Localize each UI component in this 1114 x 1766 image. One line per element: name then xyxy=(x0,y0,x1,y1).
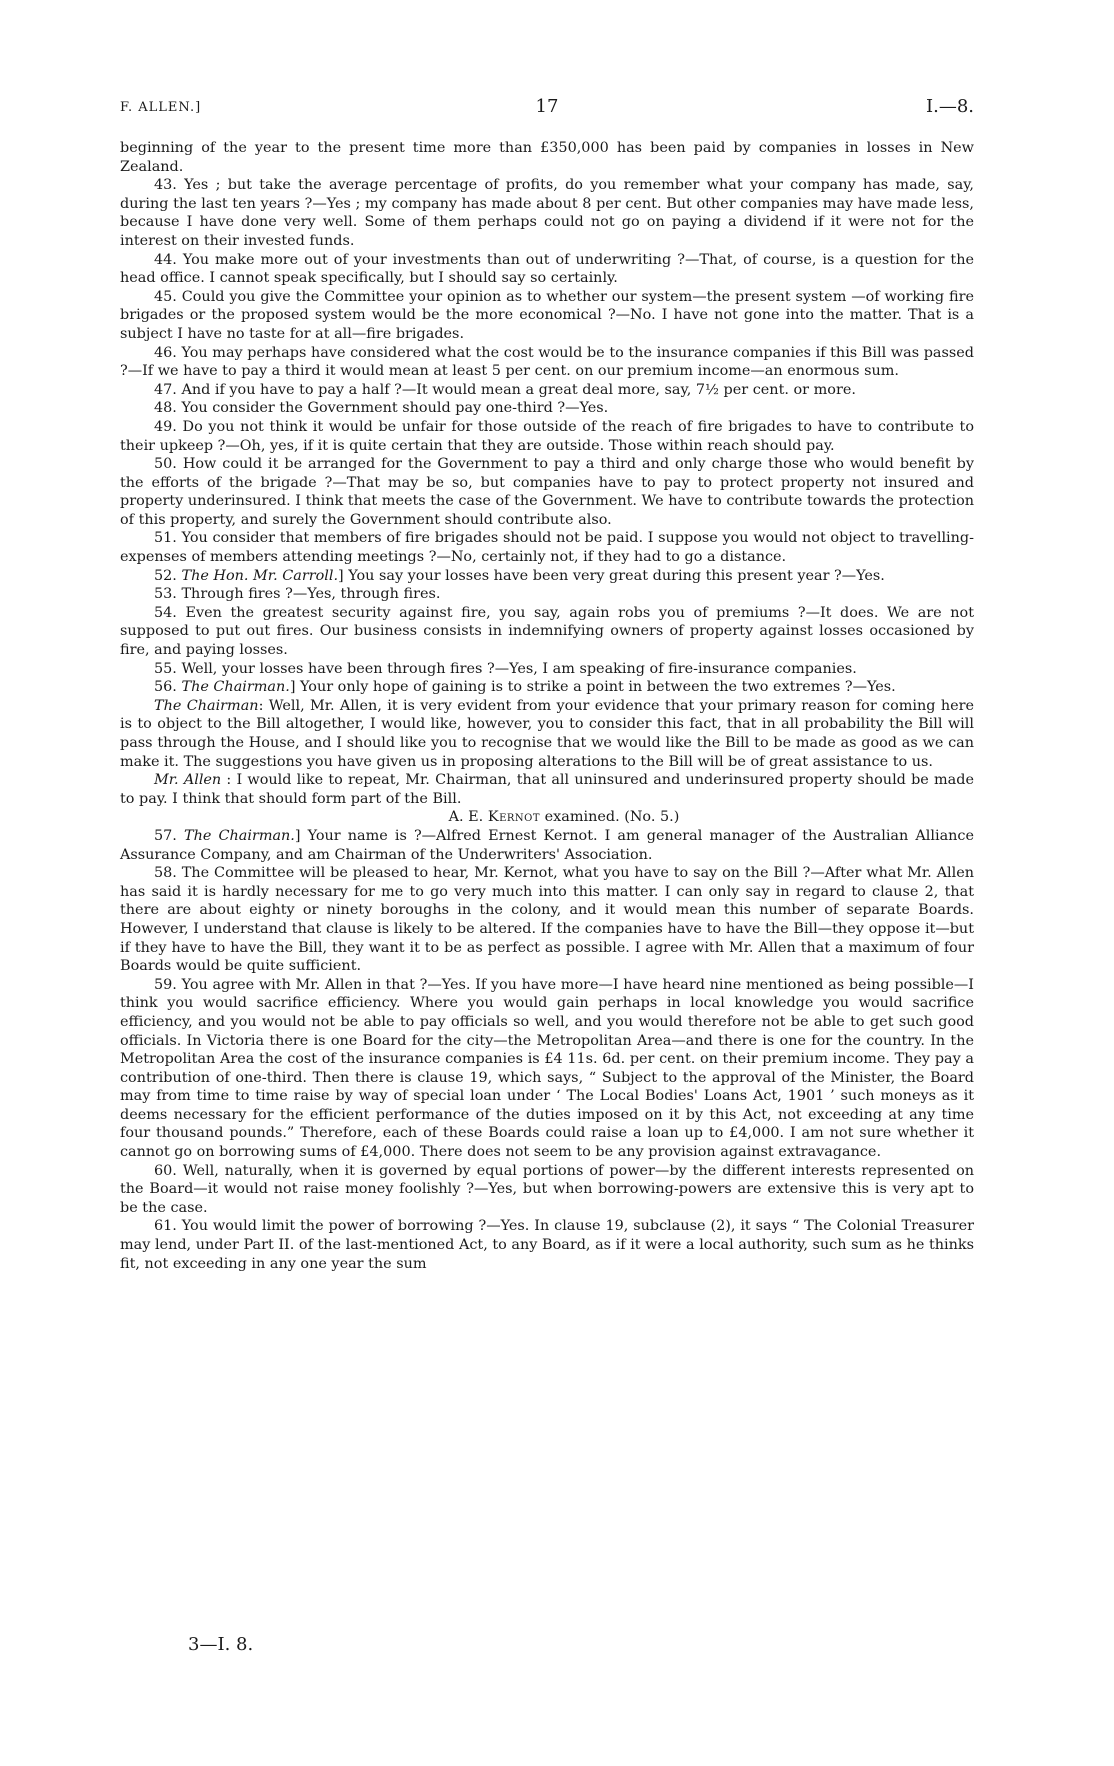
paragraph-continuation: beginning of the year to the present time more than £350,000 has been paid by companies in losses in New Zealand. xyxy=(120,140,974,175)
question-54: 54. Even the greatest security against fire, you say, again robs you of premiums ?—It does. We are not supposed to put out fires. Our business consists in indemnifying owners of property against losses occasioned by fire, and paying losses. xyxy=(120,604,974,659)
question-60: 60. Well, naturally, when it is governed by equal portions of power—by the different interests represented on the Board—it would not raise money foolishly ?—Yes, but when borrowing-powers are extensive this is very apt to be the case. xyxy=(120,1162,974,1216)
question-number: 52. xyxy=(154,567,177,584)
question-47: 47. And if you have to pay a half ?—It would mean a great deal more, say, 7½ per cent. or more. xyxy=(154,381,856,398)
question-56 xyxy=(120,678,974,697)
document-body xyxy=(120,139,974,1273)
question-text: ] Your only hope of gaining is to strike a point in between the two extremes ?—Yes. xyxy=(289,679,896,696)
speaker-name: Mr. Allen xyxy=(154,772,222,789)
question-48: 48. You consider the Government should pay one-third ?—Yes. xyxy=(154,400,609,417)
question-61: 61. You would limit the power of borrowing ?—Yes. In clause 19, subclause (2), it says “ The Colonial Treasurer may lend, under Part II. of the last-mentioned Act, to any Board, as if it were a local authority, such sum as he thinks fit, not exceeding in any one year the sum xyxy=(120,1218,974,1272)
question-46: 46. You may perhaps have considered what the cost would be to the insurance companies if this Bill was passed ?—If we have to pay a third it would mean at least 5 per cent. on our premium income—an enormous sum. xyxy=(120,344,974,380)
question-text: ] Your name is ?—Alfred Ernest Kernot. I am general manager of the Australian Alliance Assurance Company, and am Chairman of the Underwriters' Association. xyxy=(120,827,974,863)
chairman-statement xyxy=(120,697,974,771)
question-58: 58. The Committee will be pleased to hear, Mr. Kernot, what you have to say on the Bill ?—After what Mr. Allen has said it is hardly necessary for me to go very much into this matter. I can only say in regard to clause 2, that there are about eighty or ninety boroughs in the colony, and it would mean this number of separate Boards. However, I understand that clause is likely to be altered. If the companies have to have the Bill—they oppose it—but if they have to have the Bill, they want it to be as perfect as possible. I agree with Mr. Allen that a maximum of four Boards would be quite sufficient. xyxy=(120,865,974,975)
witness-surname: Kernot xyxy=(487,809,541,826)
speaker-name: The Hon. Mr. Carroll. xyxy=(181,567,339,584)
question-59: 59. You agree with Mr. Allen in that ?—Yes. If you have more—I have heard nine mentioned as being possible—I think you would sacrifice efficiency. Where you would gain perhaps in local knowledge you would sacrifice efficiency, and you would not be able to pay officials so well, and you would therefore not be able to get such good officials. In Victoria there is one Board for the city—the Metropolitan Area—and there is one for the country. In the Metropolitan Area the cost of the insurance companies is £4 11s. 6d. per cent. on their premium income. They pay a contribution of one-third. Then there is clause 19, which says, “ Subject to the approval of the Minister, the Board may from time to time raise by way of special loan under ‘ The Local Bodies' Loans Act, 1901 ’ such moneys as it deems necessary for the efficient performance of the duties imposed on it by this Act, not exceeding at any time four thousand pounds.” Therefore, each of these Boards could raise a loan up to £4,000. I am not sure whether it cannot go on borrowing sums of £4,000. There does not seem to be any provision against extravagance. xyxy=(120,976,974,1161)
question-53: 53. Through fires ?—Yes, through fires. xyxy=(154,586,441,603)
page-number: 17 xyxy=(535,96,559,117)
page-header xyxy=(120,96,974,120)
witness-initials: A. E. xyxy=(448,809,484,826)
witness-heading-suffix: examined. (No. 5.) xyxy=(544,809,680,826)
allen-statement xyxy=(120,771,974,808)
speaker-name: The Chairman. xyxy=(184,827,295,844)
question-55: 55. Well, your losses have been through fires ?—Yes, I am speaking of fire-insurance companies. xyxy=(154,660,857,677)
question-50: 50. How could it be arranged for the Government to pay a third and only charge those who would benefit by the efforts of the brigade ?—That may be so, but companies have to pay to protect property not insured and property underinsured. I think that meets the case of the Government. We have to contribute towards the protection of this property, and surely the Government should contribute also. xyxy=(120,456,974,528)
question-51: 51. You consider that members of fire brigades should not be paid. I suppose you would not object to travelling-expenses of members attending meetings ?—No, certainly not, if they had to go a distance. xyxy=(120,530,974,566)
question-text: ] You say your losses have been very great during this present year ?—Yes. xyxy=(338,567,885,584)
question-number: 56. xyxy=(154,679,177,696)
question-57 xyxy=(120,827,974,864)
question-45: 45. Could you give the Committee your opinion as to whether our system—the present system —of working fire brigades or the proposed system would be the more economical ?—No. I have not gone into the matter. That is a subject I have no taste for at all—fire brigades. xyxy=(120,288,974,342)
speaker-name: The Chairman. xyxy=(181,679,290,696)
question-number: 57. xyxy=(154,827,177,844)
witness-heading xyxy=(120,808,974,827)
page-footer-signature: 3—I. 8. xyxy=(188,1634,254,1655)
speaker-name: The Chairman xyxy=(154,697,259,714)
question-44: 44. You make more out of your investments than out of underwriting ?—That, of course, is a question for the head office. I cannot speak specifically, but I should say so certainly. xyxy=(120,251,974,287)
statement-text: : Well, Mr. Allen, it is very evident from your evidence that your primary reason for coming here is to object to the Bill altogether, I would like, however, you to consider this fact, that in all probability the Bill will pass through the House, and I should like you to recognise that we would like the Bill to be made as good as we can make it. The suggestions you have given us in proposing alterations to the Bill will be of great assistance to us. xyxy=(120,697,975,770)
question-52 xyxy=(120,567,974,586)
document-reference: I.—8. xyxy=(925,96,974,117)
statement-text: : I would like to repeat, Mr. Chairman, that all uninsured and underinsured property should be made to pay. I think that should form part of the Bill. xyxy=(120,772,974,807)
header-witness-name: F. ALLEN.] xyxy=(120,100,202,115)
question-43: 43. Yes ; but take the average percentage of profits, do you remember what your company has made, say, during the last ten years ?—Yes ; my company has made about 8 per cent. But other companies may have made less, because I have done very well. Some of them perhaps could not go on paying a dividend if it were not for the interest on their invested funds. xyxy=(120,177,974,249)
question-49: 49. Do you not think it would be unfair for those outside of the reach of fire brigades to have to contribute to their upkeep ?—Oh, yes, if it is quite certain that they are outside. Those within reach should pay. xyxy=(120,418,974,454)
